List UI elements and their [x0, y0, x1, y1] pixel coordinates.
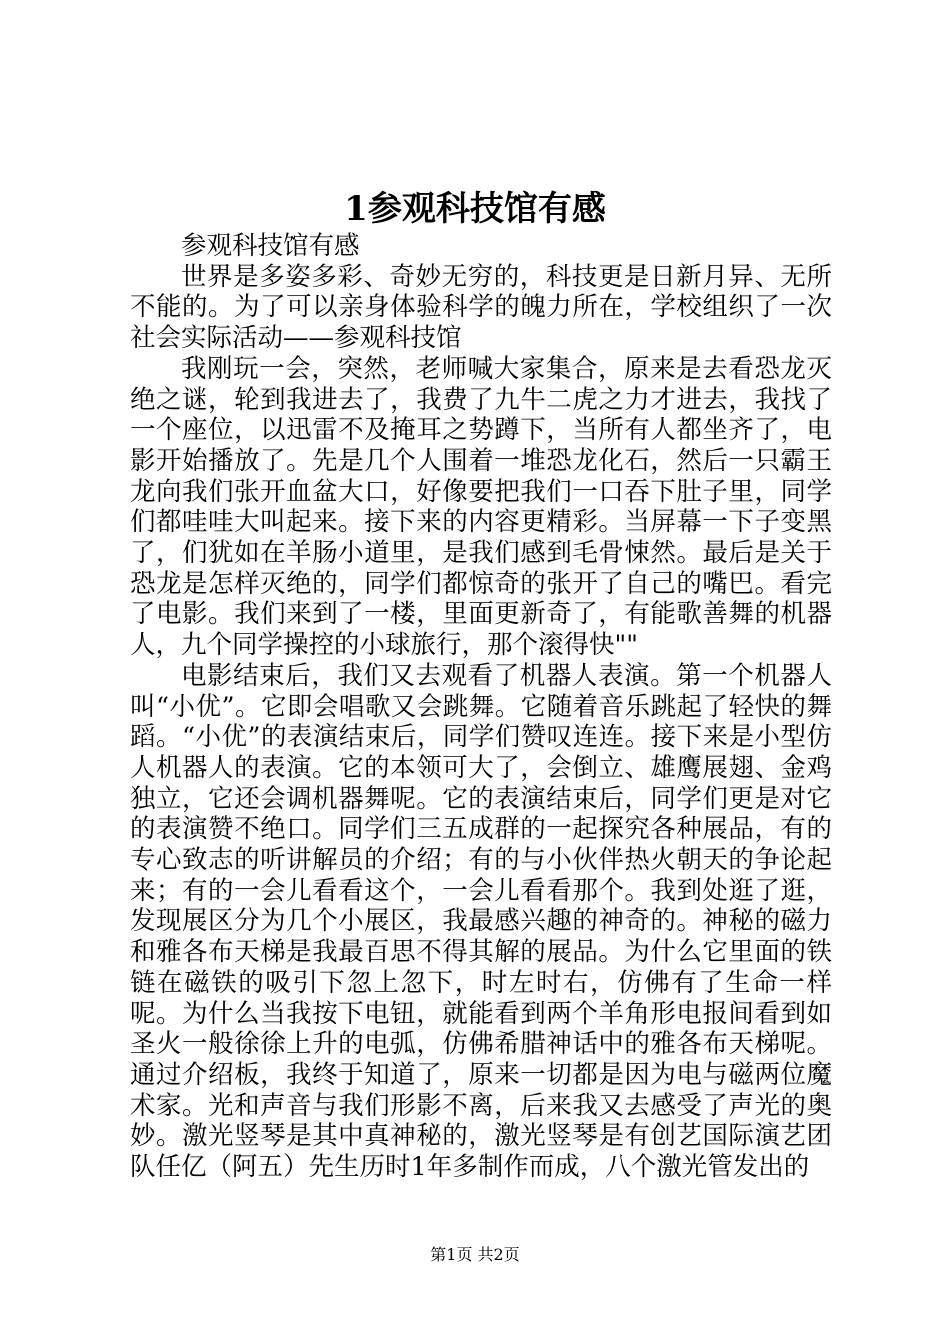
paragraph: 世界是多姿多彩、奇妙无穷的，科技更是日新月异、无所不能的。为了可以亲身体验科学的魄力所在，学校组织了一次社会实际活动——参观科技馆	[130, 261, 832, 354]
document-body	[130, 231, 832, 1183]
paragraph: 我刚玩一会，突然，老师喊大家集合，原来是去看恐龙灭绝之谜，轮到我进去了，我费了九牛二虎之力才进去，我找了一个座位，以迅雷不及掩耳之势蹲下，当所有人都坐齐了，电影开始播放了。先是几个人围着一堆恐龙化石，然后一只霸王龙向我们张开血盆大口，好像要把我们一口吞下肚子里，同学们都哇哇大叫起来。接下来的内容更精彩。当屏幕一下子变黑了，们犹如在羊肠小道里，是我们感到毛骨悚然。最后是关于恐龙是怎样灭绝的，同学们都惊奇的张开了自己的嘴巴。看完了电影。我们来到了一楼，里面更新奇了，有能歌善舞的机器人，九个同学操控的小球旅行，那个滚得快""	[130, 353, 832, 661]
document-title: 1参观科技馆有感	[344, 189, 606, 229]
paragraph-subtitle: 参观科技馆有感	[181, 231, 360, 261]
paragraph: 电影结束后，我们又去观看了机器人表演。第一个机器人叫“小优”。它即会唱歌又会跳舞。它随着音乐跳起了轻快的舞蹈。“小优”的表演结束后，同学们赞叹连连。接下来是小型仿人机器人的表演。它的本领可大了，会倒立、雄鹰展翅、金鸡独立，它还会调机器舞呢。它的表演结束后，同学们更是对它的表演赞不绝口。同学们三五成群的一起探究各种展品，有的专心致志的听讲解员的介绍；有的与小伙伴热火朝天的争论起来；有的一会儿看看这个，一会儿看看那个。我到处逛了逛，发现展区分为几个小展区，我最感兴趣的神奇的。神秘的磁力和雅各布天梯是我最百思不得其解的展品。为什么它里面的铁链在磁铁的吸引下忽上忽下，时左时右，仿佛有了生命一样呢。为什么当我按下电钮，就能看到两个羊角形电报间看到如圣火一般徐徐上升的电弧，仿佛希腊神话中的雅各布天梯呢。通过介绍板，我终于知道了，原来一切都是因为电与磁两位魔术家。光和声音与我们形影不离，后来我又去感受了声光的奥妙。激光竖琴是其中真神秘的，激光竖琴是有创艺国际演艺团队任亿（阿五）先生历时1年多制作而成，八个激光管发出的	[130, 660, 832, 1183]
page-footer: 第1页 共2页	[430, 1245, 520, 1264]
